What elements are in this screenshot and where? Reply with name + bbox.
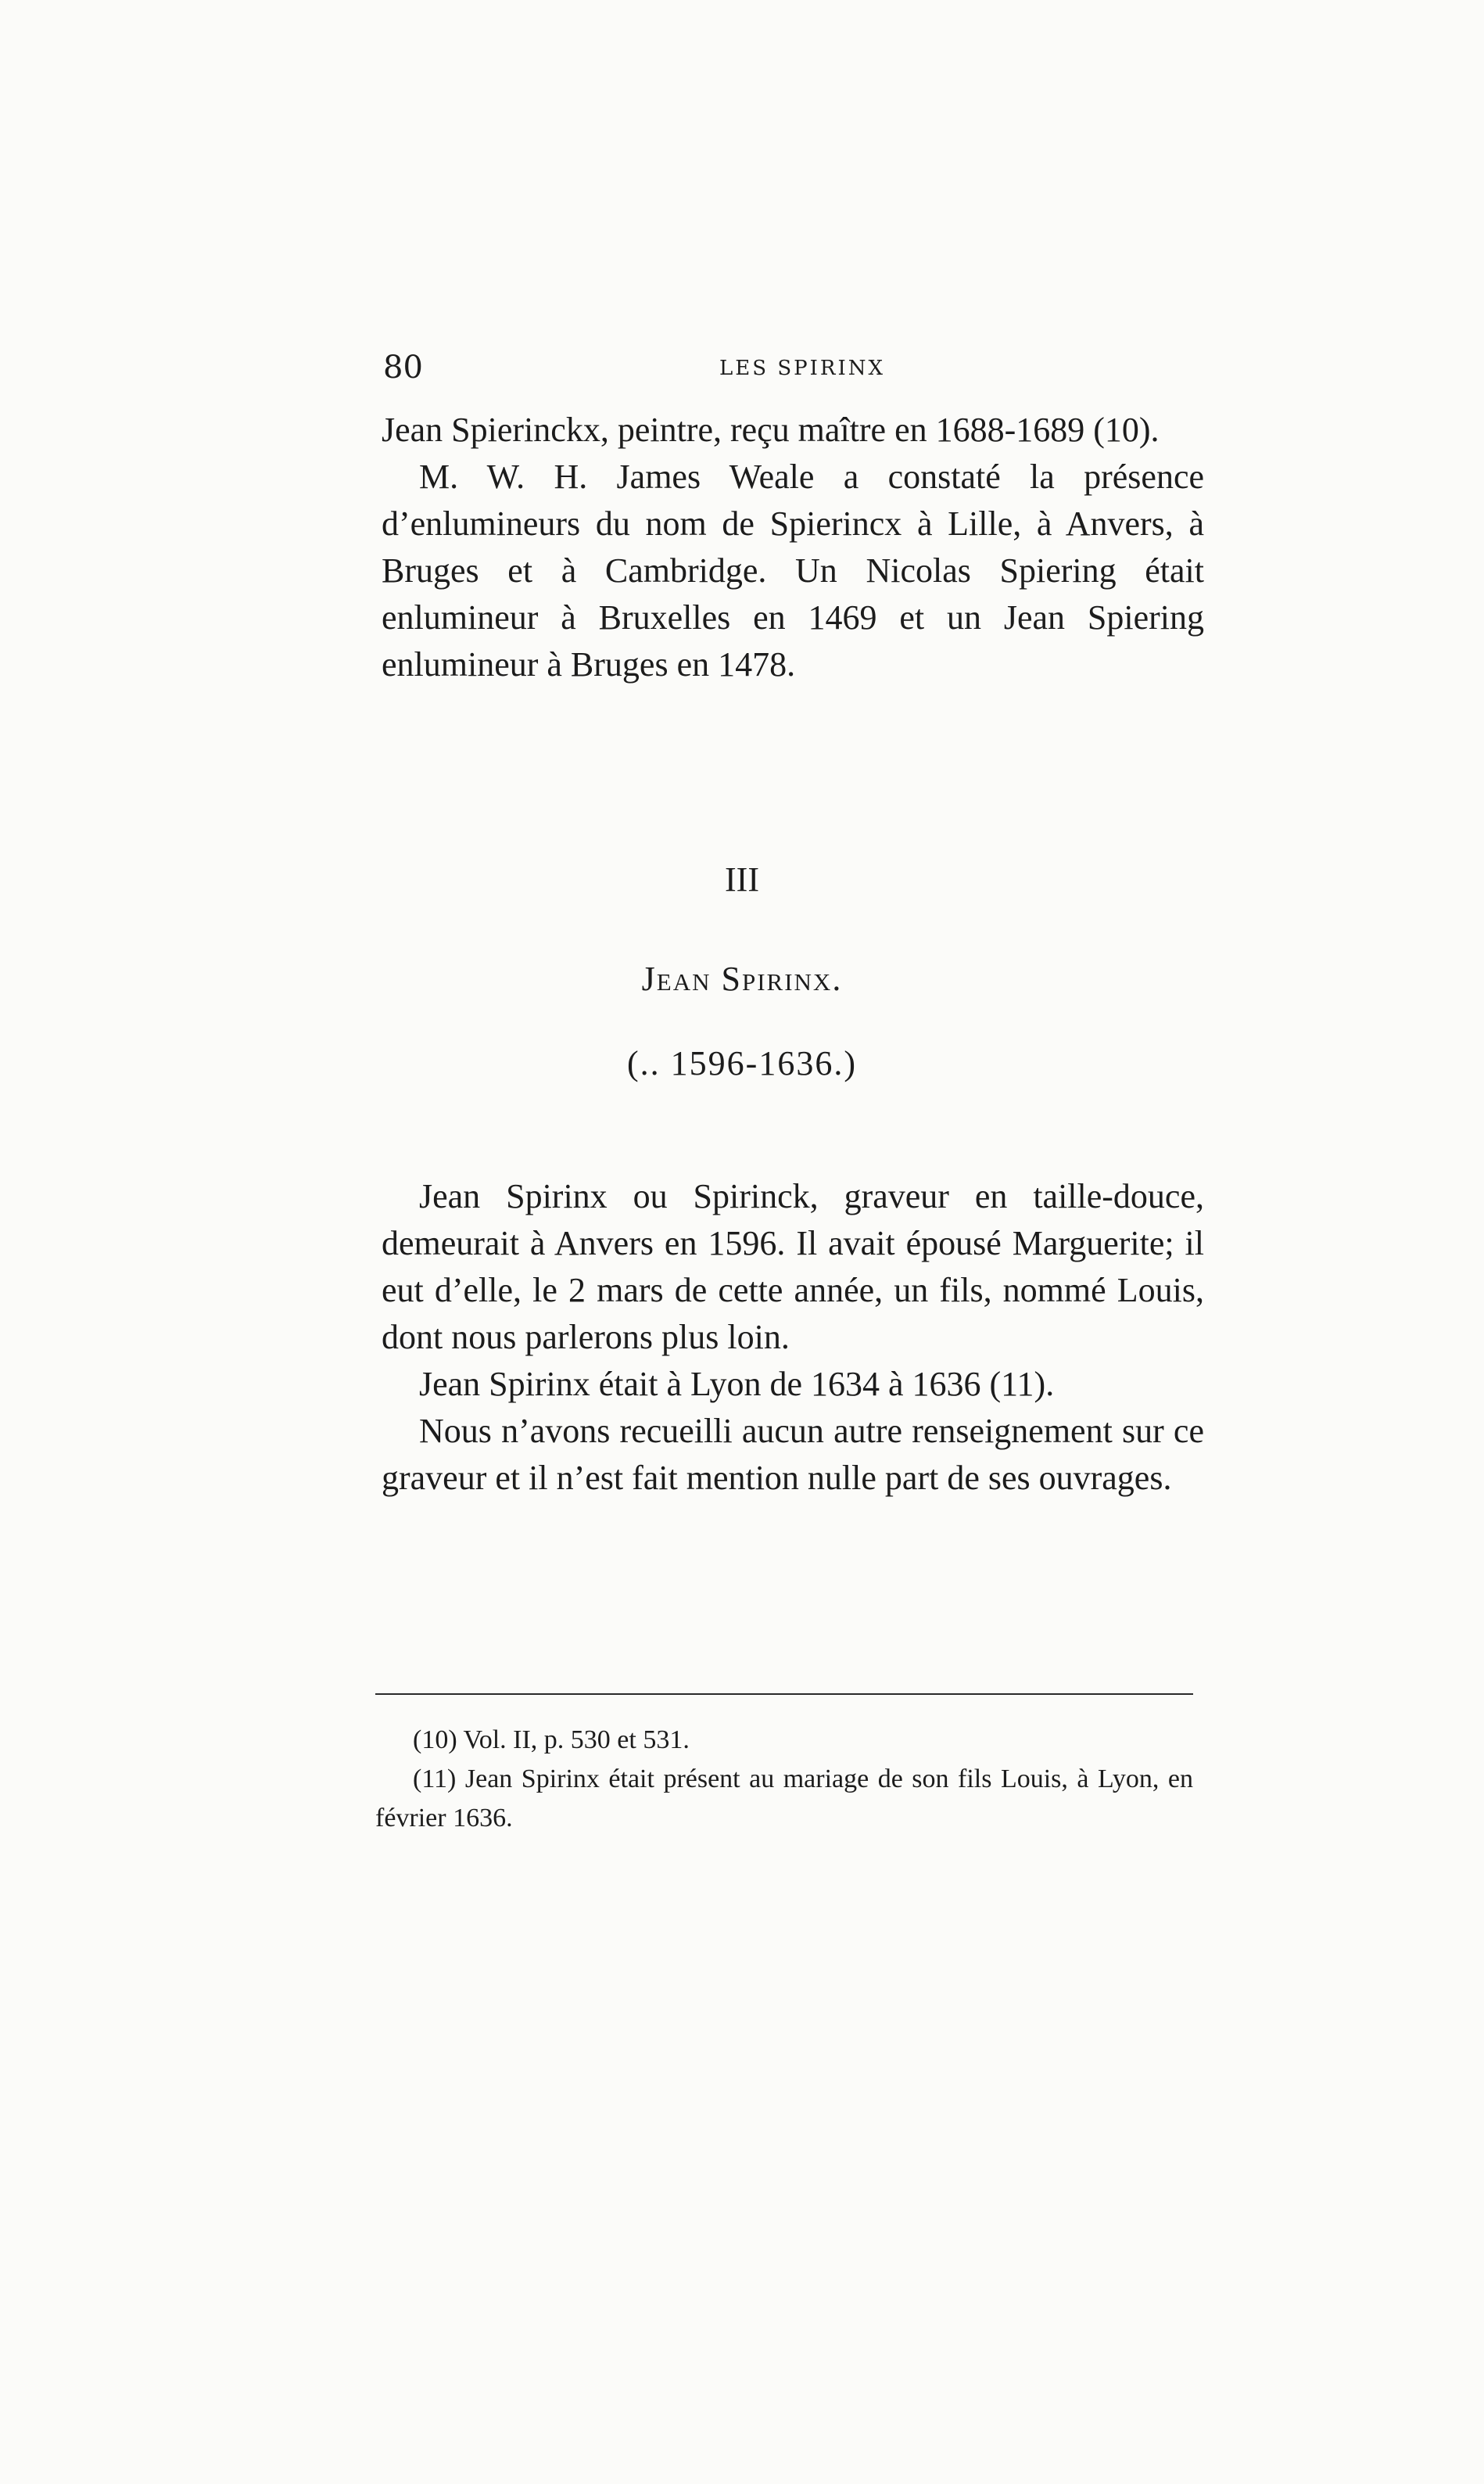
paragraph: Jean Spirinx était à Lyon de 1634 à 1636 (11). bbox=[419, 1365, 1055, 1403]
section-dates: (.. 1596-1636.) bbox=[627, 1044, 857, 1082]
section-title: Jean Spirinx. bbox=[641, 960, 843, 998]
paragraph: Nous n’avons recueilli aucun autre renseignement sur ce graveur et il n’est fait mention nulle part de ses ouvrages. bbox=[382, 1412, 1204, 1497]
paragraph: Jean Spierinckx, peintre, reçu maître en 1688-1689 (10). bbox=[382, 411, 1160, 449]
footnotes bbox=[375, 1721, 1193, 1838]
paragraph: M. W. H. James Weale a constaté la présence d’enlumineurs du nom de Spierincx à Lille, à Anvers, à Bruges et à Cambridge. Un Nicolas Spiering était enlumineur à Bruxelles en 1469 et un Jean Spiering enlumineur à Bruges en 1478. bbox=[382, 458, 1204, 684]
section-number: III bbox=[725, 860, 759, 899]
footnote-rule bbox=[375, 1693, 1193, 1695]
paragraph: Jean Spirinx ou Spirinck, graveur en taille-douce, demeurait à Anvers en 1596. Il avait épousé Marguerite; il eut d’elle, le 2 mars de cette année, un fils, nommé Louis, dont nous parlerons plus loin. bbox=[382, 1177, 1204, 1356]
running-head bbox=[383, 344, 1204, 391]
running-title: LES SPIRINX bbox=[719, 357, 886, 380]
footnote: (10) Vol. II, p. 530 et 531. bbox=[413, 1725, 690, 1754]
body-text-part-2 bbox=[382, 1173, 1204, 1502]
footnote: (11) Jean Spirinx était présent au mariage de son fils Louis, à Lyon, en février 1636. bbox=[375, 1764, 1193, 1832]
page-number: 80 bbox=[383, 350, 423, 386]
body-text-part-1 bbox=[382, 407, 1204, 688]
